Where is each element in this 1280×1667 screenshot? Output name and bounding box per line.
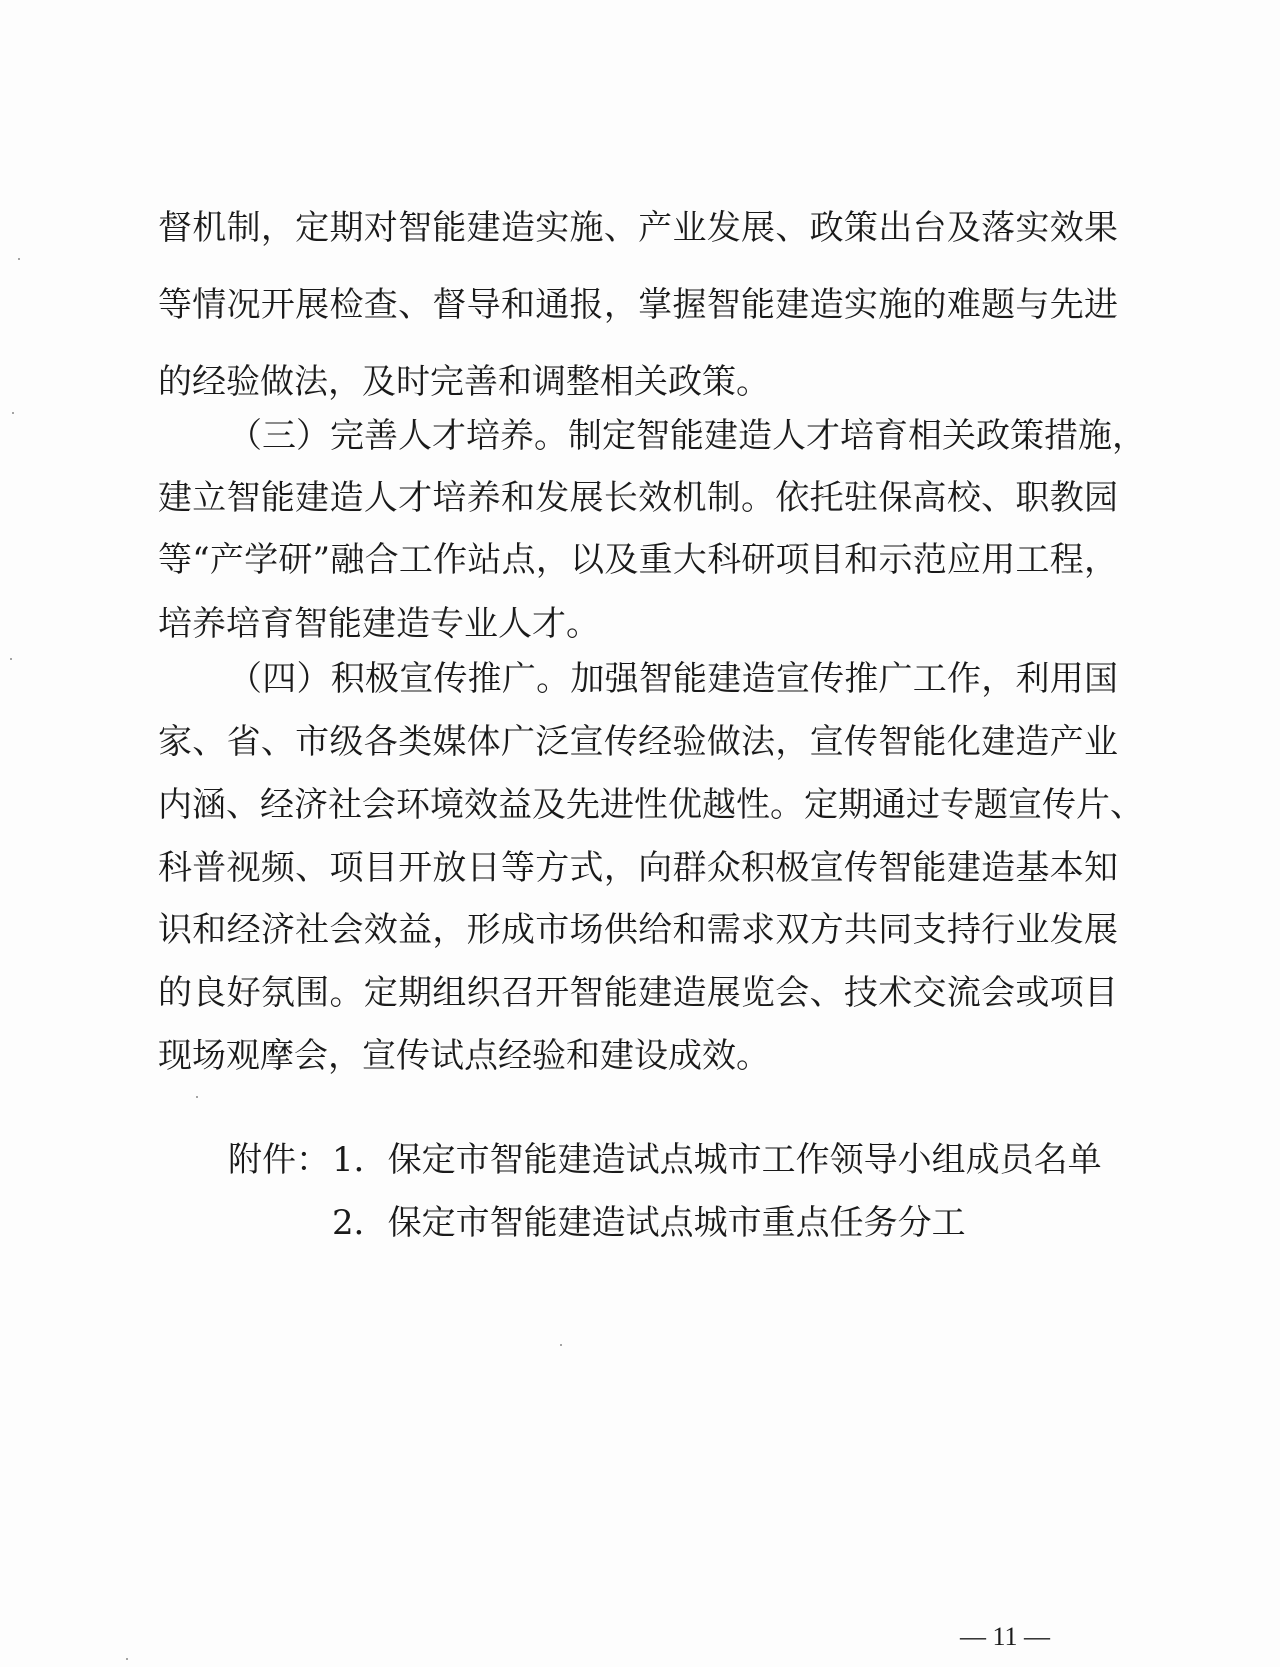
paragraph-line: 的经验做法，及时完善和调整相关政策。 [158,362,770,402]
paragraph-line: 内涵、经济社会环境效益及先进性优越性。定期通过专题宣传片、 [158,785,1144,825]
paragraph-line: 建立智能建造人才培养和发展长效机制。依托驻保高校、职教园 [158,478,1118,518]
paragraph-line: 的良好氛围。定期组织召开智能建造展览会、技术交流会或项目 [158,973,1118,1013]
paragraph-line: 等“产学研”融合工作站点，以及重大科研项目和示范应用工程， [158,540,1118,580]
page-number: — 11 — [960,1622,1051,1651]
scan-speck [196,1096,198,1098]
section-heading-line: （四）积极宣传推广。加强智能建造宣传推广工作，利用国 [228,659,1118,699]
paragraph-line: 督机制，定期对智能建造实施、产业发展、政策出台及落实效果 [158,208,1118,248]
paragraph-line: 培养培育智能建造专业人才。 [158,604,600,644]
scan-speck [12,412,14,414]
attachment-item: 2．保定市智能建造试点城市重点任务分工 [332,1203,966,1243]
paragraph-line: 家、省、市级各类媒体广泛宣传经验做法，宣传智能化建造产业 [158,722,1118,762]
scan-speck [126,1658,128,1660]
scan-speck [18,258,20,260]
attachments-label: 附件： [228,1140,330,1180]
scan-speck [10,658,12,660]
paragraph-line: 科普视频、项目开放日等方式，向群众积极宣传智能建造基本知 [158,848,1118,888]
paragraph-line: 识和经济社会效益，形成市场供给和需求双方共同支持行业发展 [158,910,1118,950]
paragraph-line: 等情况开展检查、督导和通报，掌握智能建造实施的难题与先进 [158,285,1118,325]
section-heading-line: （三）完善人才培养。制定智能建造人才培育相关政策措施， [228,416,1146,456]
scan-speck [560,1344,562,1346]
attachment-item: 1．保定市智能建造试点城市工作领导小组成员名单 [332,1140,1102,1180]
paragraph-line: 现场观摩会，宣传试点经验和建设成效。 [158,1036,770,1076]
